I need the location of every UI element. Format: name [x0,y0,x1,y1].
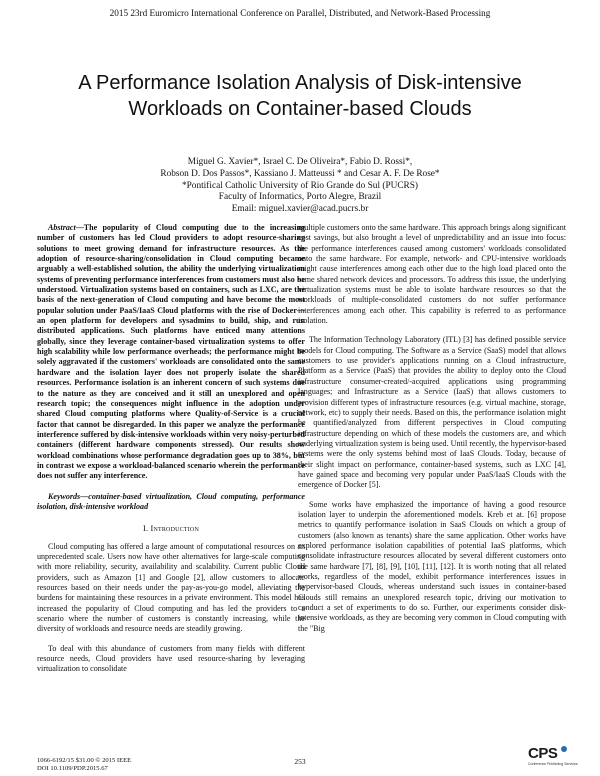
logo-subtext: Conference Publishing Services [528,762,578,766]
publisher-logo [528,745,578,773]
author-email: Email: miguel.xavier@acad.pucrs.br [231,204,369,215]
author-block [120,157,480,216]
keywords-text: —container-based virtualization, Cloud computing, performance isolation, disk-intensive workload [37,491,305,511]
right-paragraph-2: The Information Technology Laboratory (ITL) [3] has defined possible service models for Cloud computing. The Software as a Service (SaaS) model that allows customers to use provider's applications running on a Cloud infrastructure, Platform as a Service (PaaS) that provides the ability to deploy onto the Cloud infrastructure consumer-created/-acquired applications using programming languages; and Infrastructure as a Service (IaaS) that allows customers to provision different types of infrastructure resources (e.g. virtual machine, storage, network, etc) to supply their needs. Based on this, the performance isolation might be quantified/analyzed from different perspectives in Cloud computing infrastructure depending on which of these models the customers are, and which underlying virtualization system is being used. Until recently, the hypervisor-based systems were the only systems behind most of IaaS Clouds. Today, because of their slight impact on performance, container-based systems, such as LXC [4], have gained space and becoming very popular under PaaS/IaaS Clouds with the emergence of Docker [5]. [298,335,566,490]
authors-line-2: Robson D. Dos Passos*, Kassiano J. Matteussi * and Cesar A. F. De Rose* [160,168,440,179]
left-column [37,223,305,684]
right-paragraph-1: multiple customers onto the same hardware. This approach brings along significant cost savings, but also brought a level of unpredictability and an issue into focus: the performance interferences caused among customers' workloads consolidated onto the same hardware. For example, network- and CPU-intensive workloads might cause interferences among each other due to the high load placed onto the same shared network devices and processors. To address this issue, the underlying virtualization systems must be able to isolate hardware resources so that the workloads of multiple-consolidated customers do not suffer performance interferences among each other. This capability is referred to as performance isolation. [298,223,566,326]
paper-title [40,70,560,122]
footer-doi: DOI 10.1109/PDP.2015.67 [37,765,108,772]
footer-issn: 1066-6192/15 $31.00 © 2015 IEEE [37,757,132,764]
right-paragraph-3: Some works have emphasized the importance of having a good resource isolation layer to underpin the aforementioned models. Kreb et at. [6] propose metrics to quantify performance isolation in SaaS Clouds on which a group of customers (also known as tenants) share the same application. Other works have explored performance isolation capabilities of potential IaaS platforms, which consolidate infrastructure resources allocated by several different customers onto the same hardware [7], [8], [9], [10], [11], [12]. It is worth noting that all related works, regardless of the model, exhibit performance interferences issues in hypervisor-based Clouds, whereas understand such issues in container-based Clouds still remains an unexplored research topic, driving our motivation to conduct a set of experiments to do so. Further, our experiments consider disk-intensive workloads, as they are becoming very common in Cloud computing with the "Big [298,499,566,633]
abstract [37,223,305,482]
keywords-label: Keywords [48,491,81,501]
abstract-text: —The popularity of Cloud computing due to the increasing number of customers has led Cloud providers to adopt resource-sharing solutions to meet growing demand for infrastructure resources. As the adoption of resource-sharing/consolidation in Cloud computing became arguably a well-established solution, the ability the underlying virtualization systems of preventing performance interferences from customers must also be understood. Virtualization systems based on containers, such as LXC, are the basis of the next-generation of Cloud computing and have become the most popular solution under PaaS/IaaS Cloud platforms with the rise of Docker—an open platform for developers and sysadmins to build, ship, and run distributed applications. Such platforms have enticed many attentions globally, since they leverage container-based virtualization systems to offer high scalability while low performance overheads; the performance might be solely aggravated if the customers' workloads are consolidated onto the same hardware and the isolation layer does not properly isolate the shared resources. Performance isolation is an inherent concern of such systems due to the nature as they are conceived and it still an unexplored and open research topic; the consequences might influence in the adoption under shared Cloud computing platforms where Quality-of-Service is a crucial factor that cannot be disregarded. In this paper we analyze the performance interference suffered by disk-intensive workloads within very noisy-perturbed containers (different hardware components stressed). Our results show workload combinations whose performance degradation goes up to 38%, but in contrast we expose a workload-balanced scenario wherein the performance does not suffer any interference. [37,223,305,481]
right-column [298,223,566,643]
logo-dot-icon [561,746,567,752]
conference-header: 2015 23rd Euromicro International Conference on Parallel, Distributed, and Network-Based Processing [109,8,491,18]
authors-line-1: Miguel G. Xavier*, Israel C. De Oliveira*, Fabio D. Rossi*, [187,157,413,167]
intro-paragraph-1: Cloud computing has offered a large amount of computational resources on an unprecedented scale. Users now have other alternatives for large-scale computing with more reliability, security, availability and scalability. Current public Cloud providers, such as Amazon [1] and Google [2], allow customers to allocate resources based on their needs under the pay-as-you-go model, alleviating the burdens for maintaining these resources in a private environment. This model has increased the popularity of Cloud computing and has led the providers to a scenario where the number of customers is constantly increasing, while the diversity of workloads and resource needs are steadily growing. [37,541,305,634]
affiliation-line-1: *Pontifical Catholic University of Rio Grande do Sul (PUCRS) [181,180,419,191]
title-line-1: A Performance Isolation Analysis of Disk-intensive [78,72,522,94]
affiliation-line-2: Faculty of Informatics, Porto Alegre, Brazil [218,192,382,203]
title-line-2: Workloads on Container-based Clouds [128,98,472,120]
abstract-label: Abstract [48,223,76,232]
intro-paragraph-2: To deal with this abundance of customers from many fields with different resource needs, Cloud providers have used resource-sharing by leveraging virtualization to consolidate [37,643,305,674]
keywords [37,492,305,513]
logo-mark: CPS [528,745,558,762]
page-number: 253 [294,757,306,766]
section-heading-introduction: I. Introduction [142,524,199,534]
